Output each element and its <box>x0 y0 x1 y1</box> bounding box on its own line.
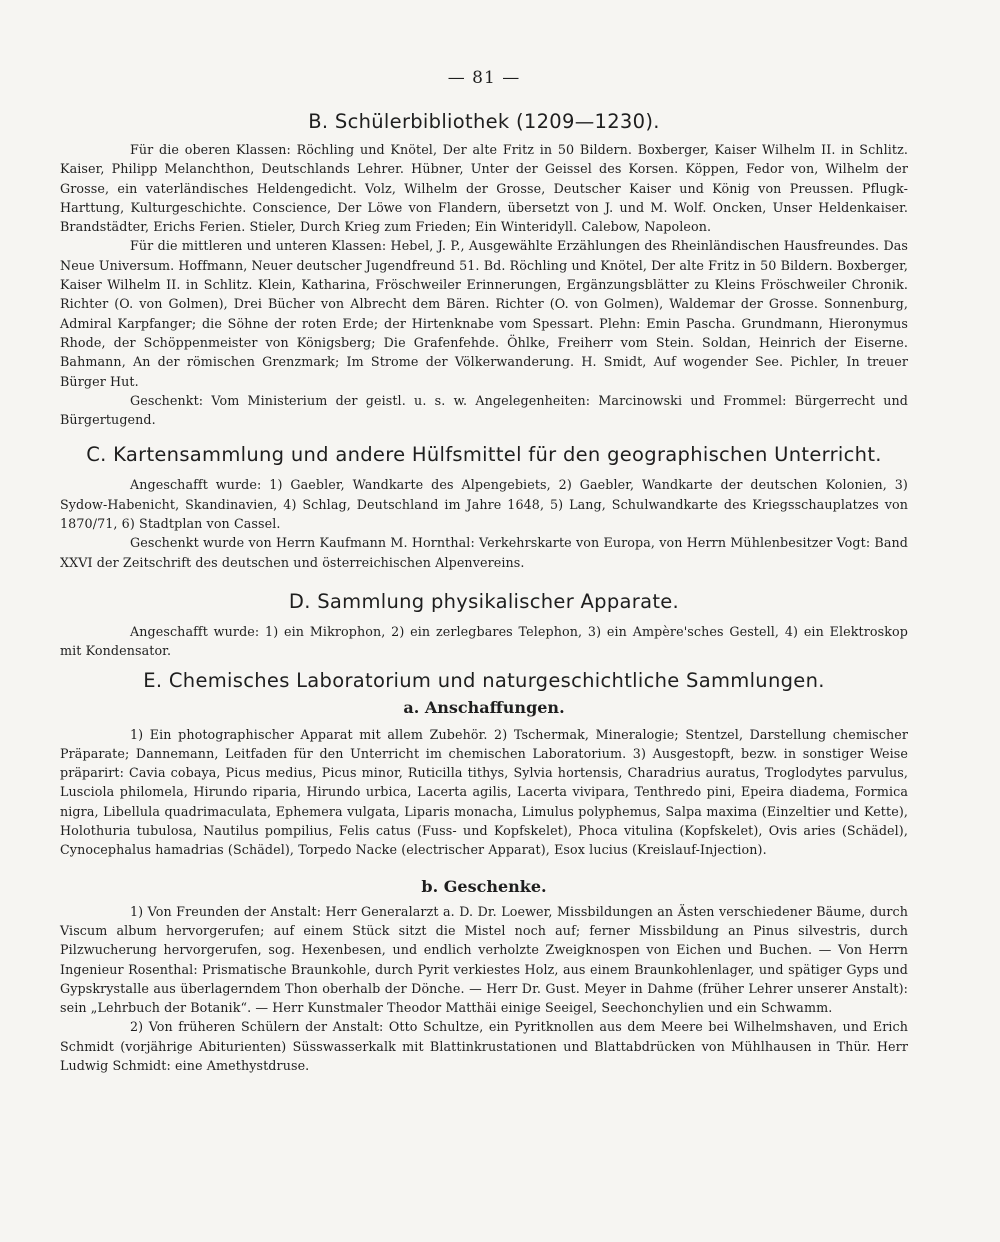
paragraph: 1) Von Freunden der Anstalt: Herr Generalarzt a. D. Dr. Loewer, Missbildungen an Ästen verschiedener Bäume, durch Viscum album hervorgerufen; auf einem Stück sitzt die Mistel noch auf; ferner Missbildung an Pinus silvestris, durch Pilzwucherung hervorgerufen, sog. Hexenbesen, und endlich verholzte Zweigknospen von Eichen und Buchen. — Von Herrn Ingenieur Rosenthal: Prismatische Braunkohle, durch Pyrit verkiestes Holz, aus einem Braunkohlenlager, und spätiger Gyps und Gypskrystalle aus überlagerndem Thon oberhalb der Dönche. — Herr Dr. Gust. Meyer in Dahme (früher Lehrer unserer Anstalt): sein „Lehrbuch der Botanik“. — Herr Kunstmaler Theodor Matthäi einige Seeigel, Seechonchylien und ein Schwamm. <box>60 903 908 1016</box>
subsection-anschaffungen-heading: a. Anschaffungen. <box>403 697 565 717</box>
section-physikalische-apparate <box>60 590 908 661</box>
paragraph: Für die oberen Klassen: Röchling und Knötel, Der alte Fritz in 50 Bildern. Boxberger, Kaiser Wilhelm II. in Schlitz. Kaiser, Philipp Melanchthon, Deutschlands Lehrer. Hübner, Unter der Geissel des Korsen. Köppen, Fedor von, Wilhelm der Grosse, ein vaterländisches Heldengedicht. Volz, Wilhelm der Grosse, Deutscher Kaiser und König von Preussen. Pflugk-Harttung, Kulturgeschichte. Conscience, Der Löwe von Flandern, übersetzt von J. und M. Wolf. Oncken, Unser Heldenkaiser. Brandstädter, Erichs Ferien. Stieler, Durch Krieg zum Frieden; Ein Winteridyll. Calebow, Napoleon. <box>60 142 908 235</box>
subsection-geschenke-heading: b. Geschenke. <box>421 876 547 896</box>
section-schuelerbibliothek <box>60 110 908 429</box>
paragraph: 2) Von früheren Schülern der Anstalt: Otto Schultze, ein Pyritknollen aus dem Meere bei Wilhelmshaven, und Erich Schmidt (vorjährige Abiturienten) Süsswasserkalk mit Blattinkrustationen und Blattabdrücken von Mühlhausen in Thür. Herr Ludwig Schmidt: eine Amethystdruse. <box>60 1019 908 1073</box>
section-d-heading: D. Sammlung physikalischer Apparate. <box>288 589 680 613</box>
paragraph: Geschenkt wurde von Herrn Kaufmann M. Hornthal: Verkehrskarte von Europa, von Herrn Mühlenbesitzer Vogt: Band XXVI der Zeitschrift des deutschen und österreichischen Alpenvereins. <box>60 535 908 570</box>
page-number: — 81 — <box>447 68 521 88</box>
section-chemisches-laboratorium <box>60 669 908 1076</box>
paragraph: Geschenkt: Vom Ministerium der geistl. u. s. w. Angelegenheiten: Marcinowski und Frommel: Bürgerrecht und Bürgertugend. <box>60 392 908 428</box>
section-c-heading: C. Kartensammlung und andere Hülfsmittel für den geographischen Unterricht. <box>86 443 882 467</box>
paragraph: Angeschafft wurde: 1) ein Mikrophon, 2) ein zerlegbares Telephon, 3) ein Ampère'sches Gestell, 4) ein Elektroskop mit Kondensator. <box>60 623 908 659</box>
paragraph: Angeschafft wurde: 1) Gaebler, Wandkarte des Alpengebiets, 2) Gaebler, Wandkarte der deutschen Kolonien, 3) Sydow-Habenicht, Skandinavien, 4) Schlag, Deutschland im Jahre 1648, 5) Lang, Schulwandkarte des Kriegsschauplatzes von 1870/71, 6) Stadtplan von Cassel. <box>60 477 908 532</box>
paragraph: Für die mittleren und unteren Klassen: Hebel, J. P., Ausgewählte Erzählungen des Rheinländischen Hausfreundes. Das Neue Universum. Hoffmann, Neuer deutscher Jugendfreund 51. Bd. Röchling und Knötel, Der alte Fritz in 50 Bildern. Boxberger, Kaiser Wilhelm II. in Schlitz. Klein, Katharina, Fröschweiler Erinnerungen, Ergänzungsblätter zu Kleins Fröschweiler Chronik. Richter (O. von Golmen), Drei Bücher von Albrecht dem Bären. Richter (O. von Golmen), Waldemar der Grosse. Sonnenburg, Admiral Karpfanger; die Söhne der roten Erde; der Hirtenknabe vom Spessart. Plehn: Emin Pascha. Grundmann, Hieronymus Rhode, der Schöppenmeister von Königsberg; Die Grafenfehde. Öhlke, Freiherr vom Stein. Soldan, Heinrich der Eiserne. Bahmann, An der römischen Grenzmark; Im Strome der Völkerwanderung. H. Smidt, Auf wogender See. Pichler, In treuer Bürger Hut. <box>60 238 908 389</box>
section-b-heading: B. Schülerbibliothek (1209—1230). <box>308 110 660 133</box>
section-kartensammlung <box>60 443 908 571</box>
section-e-heading: E. Chemisches Laboratorium und naturgeschichtliche Sammlungen. <box>143 668 825 692</box>
paragraph: 1) Ein photographischer Apparat mit allem Zubehör. 2) Tschermak, Mineralogie; Stentzel, Darstellung chemischer Präparate; Dannemann, Leitfaden für den Unterricht im chemischen Laboratorium. 3) Ausgestopft, bezw. in sonstiger Weise präparirt: Cavia cobaya, Picus medius, Picus minor, Ruticilla tithys, Sylvia hortensis, Charadrius auratus, Troglodytes parvulus, Lusciola philomela, Hirundo riparia, Hirundo urbica, Lacerta agilis, Lacerta vivipara, Tenthredo pini, Epeira diadema, Formica nigra, Libellula quadrimaculata, Ephemera vulgata, Liparis monacha, Limulus polyphemus, Salpa maxima (Einzeltier und Kette), Holothuria tubulosa, Nautilus pompilius, Felis catus (Fuss- und Kopfskelet), Phoca vitulina (Kopfskelet), Ovis aries (Schädel), Cynocephalus hamadrias (Schädel), Torpedo Nacke (electrischer Apparat), Esox lucius (Kreislauf-Injection). <box>60 726 908 858</box>
